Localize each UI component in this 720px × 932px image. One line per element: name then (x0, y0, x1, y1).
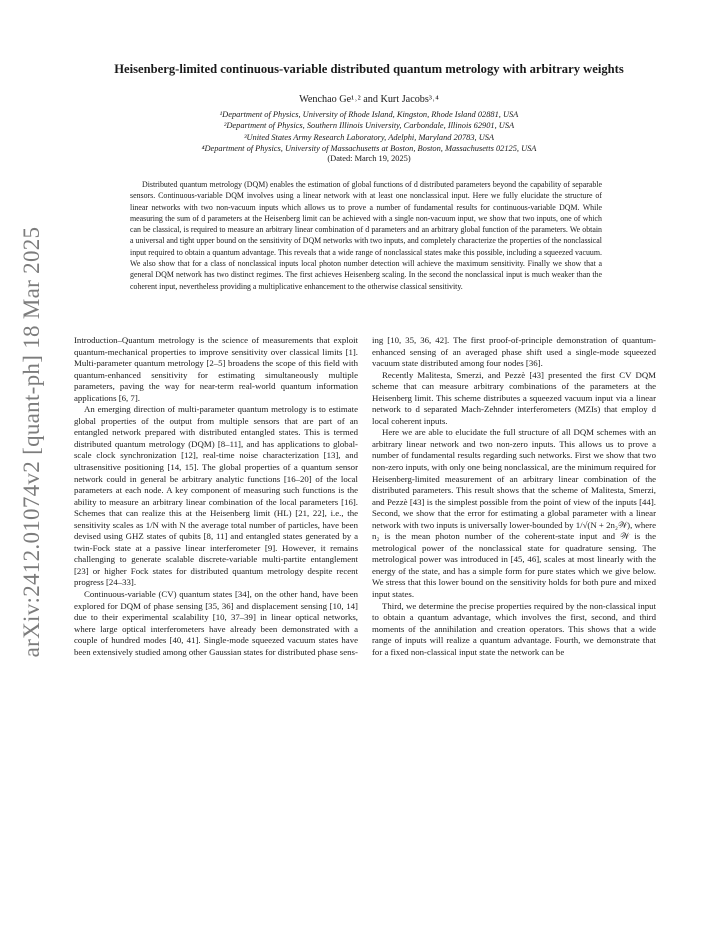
affiliation-1: ¹Department of Physics, University of Rhode Island, Kingston, Rhode Island 02881, USA (219, 110, 519, 119)
paragraph-main-results: Here we are able to elucidate the full structure of all DQM schemes with an arbitrary linear network and two non-zero inputs. This allows us to prove a number of fundamental results regarding such networks. First we show that two non-zero inputs, with only one being nonclassical, are the minimum required for Heisenberg-limited measurement of an arbitrary linear combination of the distributed parameters. This result shows that the scheme of Malitesta, Smerzi, and Pezzè [43] is the simplest possible from the point of view of the inputs [44]. Second, we show that the error for estimating a global parameter with a linear network with two inputs is universally lower-bounded by 1/√(N + 2n₂𝒲), where n₂ is the mean photon number of the coherent-state input and 𝒲 is the metrological power of the nonclassical state for quadrature sensing. The metrological power was introduced in [45, 46], scales at most linearly with the energy of the state, and has a simple form for pure states which we give below. We stress that this lower bound on the sensitivity holds for both pure and mixed input states. (372, 427, 656, 600)
body-column-left (74, 335, 358, 658)
paper-title: Heisenberg-limited continuous-variable distributed quantum metrology with arbitrary weights (114, 62, 624, 76)
paragraph-cv-states: Continuous-variable (CV) quantum states [34], on the other hand, have been explored for DQM of phase sensing [35, 36] and displacement sensing [10, 14] due to their experimental scalability [10, 37–39] in linear optical networks, where large optical interferometers have already been demonstrated with a couple of hundred modes [40, 41]. Single-mode squeezed vacuum states have been extensively studied among other Gaussian states for distributed phase sens- (74, 589, 358, 657)
paragraph-introduction: Introduction–Quantum metrology is the science of measurements that exploit quantum-mechanical properties to improve sensitivity over classical limits [1]. Multi-parameter quantum metrology [2–5] broadens the scope of this field with quantum-enhanced sensitivity for estimating simultaneously multiple parameters, paving the way for near-term real-world quantum information applications [6, 7]. (74, 335, 358, 403)
paragraph-proof-of-principle: ing [10, 35, 36, 42]. The first proof-of-principle demonstration of quantum-enhanced sensing of an averaged phase shift used a single-mode squeezed vacuum state distributed among four nodes [36]. (372, 335, 656, 369)
paper-authors: Wenchao Ge¹˒² and Kurt Jacobs³˒⁴ (299, 94, 439, 105)
affiliations (74, 109, 664, 154)
paragraph-dqm-direction: An emerging direction of multi-parameter quantum metrology is to estimate global properties of the output from multiple sensors that are part of an entangled network prepared with distributed entangled states. This is termed distributed quantum metrology (DQM) [8–11], and has applications to global-scale clock synchronization [12], real-time noise characterization [13], and ultrasensitive positioning [14, 15]. The global properties of a quantum sensor network could in general be arbitrary analytic functions [16–20] of the local parameters at each node. A key component of measuring such functions is the ability to measure an arbitrary linear combination of the local parameters [16]. Schemes that can realize this at the Heisenberg limit (HL) [21, 22], i.e., the sensitivity scales as 1/N with N the average total number of particles, have been devised using GHZ states of qubits [8, 11] and entangled states generated by a twin-Fock state at a passive linear interferometer [9]. However, it remains challenging to generate scalable discrete-variable multi-partite entanglement [23] or higher Fock states for distributed quantum metrology despite recent progress [24–33]. (74, 404, 358, 588)
dated-line: (Dated: March 19, 2025) (327, 154, 411, 163)
paragraph-malitesta-scheme: Recently Malitesta, Smerzi, and Pezzè [43] presented the first CV DQM scheme that can measure arbitrary combinations of the parameters at the Heisenberg limit. This scheme distributes a squeezed vacuum input via a linear network to d separated Mach-Zehnder interferometers (MZIs) that employ d local coherent inputs. (372, 369, 656, 426)
abstract: Distributed quantum metrology (DQM) enables the estimation of global functions of d distributed parameters beyond the capability of separable sensors. Continuous-variable DQM involves using a linear network with at least one nonclassical input. Here we fully elucidate the structure of linear networks with two non-vacuum inputs which allows us to prove a number of fundamental results for continuous-variable DQM. While measuring the sum of d parameters at the Heisenberg limit can be achieved with a single non-vacuum input, we show that two inputs, one of which can be classical, is required to measure an arbitrary linear combination of d parameters and an arbitrary global function of the parameters. We obtain a universal and tight upper bound on the sensitivity of DQM networks with two inputs, and completely characterize the properties of the nonclassical input required to obtain a quantum advantage. This reveals that a wide range of nonclassical states make this possible, including a squeezed vacuum. We also show that for a class of nonclassical inputs local photon number detection will achieve the maximum sensitivity. Finally we show that a general DQM network has two distinct regimes. The first achieves Heisenberg scaling. In the second the nonclassical input is much weaker than the coherent input, nevertheless providing a multiplicative enhancement to the otherwise classical sensitivity. (130, 180, 602, 291)
affiliation-2: ²Department of Physics, Southern Illinois University, Carbondale, Illinois 62901, USA (223, 121, 515, 131)
affiliation-3: ³United States Army Research Laboratory, Adelphi, Maryland 20783, USA (243, 132, 495, 142)
body-column-right (372, 335, 656, 887)
paragraph-nonclassical-properties: Third, we determine the precise properties required by the non-classical input to obtain a quantum advantage, which involves the first, second, and third moments of the annihilation and creation operators. This shows that a wide range of inputs will realize a quantum advantage. Fourth, we demonstrate that for a fixed non-classical input state the network can be (372, 600, 656, 657)
affiliation-4: ⁴Department of Physics, University of Massachusetts at Boston, Boston, Massachusetts 02125, USA (201, 143, 537, 153)
arxiv-id-text: arXiv:2412.01074v2 [quant-ph] 18 Mar 2025 (19, 226, 44, 658)
arxiv-identifier-stamp (10, 226, 54, 658)
